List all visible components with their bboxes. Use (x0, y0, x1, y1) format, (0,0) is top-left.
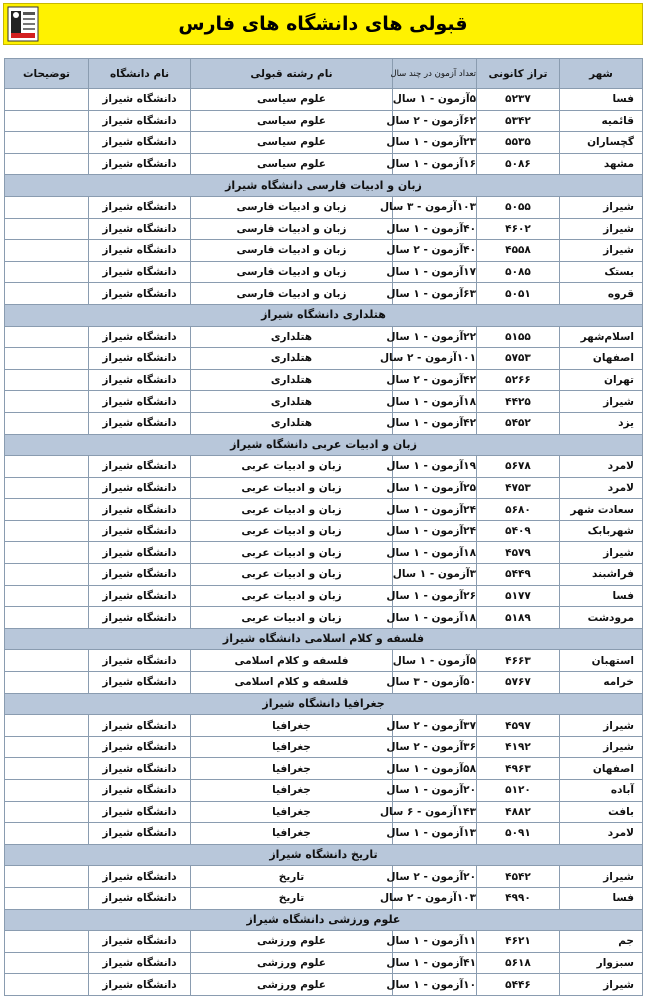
cell-city: شیراز (560, 542, 643, 564)
cell-score: ۴۵۵۸ (477, 240, 560, 262)
cell-exams: ۱۰۱آزمون - ۲ سال (393, 348, 477, 370)
cell-score: ۵۰۵۱ (477, 283, 560, 305)
cell-major: هتلداری (191, 348, 393, 370)
cell-major: تاریخ (191, 887, 393, 909)
cell-major: زبان و ادبیات عربی (191, 564, 393, 586)
cell-major: زبان و ادبیات فارسی (191, 218, 393, 240)
cell-score: ۵۴۴۶ (477, 974, 560, 996)
cell-major: هتلداری (191, 369, 393, 391)
cell-notes (5, 153, 89, 175)
cell-city: بافت (560, 801, 643, 823)
table-row (5, 801, 643, 823)
cell-city: شیراز (560, 218, 643, 240)
cell-notes (5, 283, 89, 305)
cell-exams: ۶۲آزمون - ۲ سال (393, 110, 477, 132)
cell-notes (5, 672, 89, 694)
cell-exams: ۴۲آزمون - ۲ سال (393, 369, 477, 391)
cell-city: لامرد (560, 823, 643, 845)
cell-major: زبان و ادبیات فارسی (191, 283, 393, 305)
cell-score: ۴۱۹۲ (477, 736, 560, 758)
table-body (5, 89, 643, 996)
cell-major: زبان و ادبیات عربی (191, 585, 393, 607)
cell-exams: ۱۰۳آزمون - ۳ سال (393, 196, 477, 218)
cell-university: دانشگاه شیراز (89, 369, 191, 391)
cell-university: دانشگاه شیراز (89, 218, 191, 240)
cell-score: ۵۷۵۳ (477, 348, 560, 370)
cell-exams: ۳۷آزمون - ۲ سال (393, 715, 477, 737)
table-row (5, 866, 643, 888)
cell-city: گچساران (560, 132, 643, 154)
section-row (5, 304, 643, 326)
table-row (5, 348, 643, 370)
cell-exams: ۳آزمون - ۱ سال (393, 564, 477, 586)
logo-icon (8, 7, 38, 41)
cell-university: دانشگاه شیراز (89, 672, 191, 694)
table-row (5, 477, 643, 499)
cell-university: دانشگاه شیراز (89, 585, 191, 607)
cell-notes (5, 650, 89, 672)
cell-city: سبزوار (560, 952, 643, 974)
cell-score: ۵۳۴۲ (477, 110, 560, 132)
cell-notes (5, 456, 89, 478)
col-city: شهر (560, 59, 643, 89)
cell-exams: ۲۲آزمون - ۱ سال (393, 326, 477, 348)
table-row (5, 736, 643, 758)
cell-city: لامرد (560, 477, 643, 499)
cell-city: شیراز (560, 866, 643, 888)
cell-notes (5, 326, 89, 348)
cell-city: بستک (560, 261, 643, 283)
section-row (5, 844, 643, 866)
cell-major: علوم سیاسی (191, 110, 393, 132)
cell-city: فسا (560, 585, 643, 607)
table-header-row (5, 59, 643, 89)
cell-notes (5, 823, 89, 845)
cell-score: ۵۷۶۷ (477, 672, 560, 694)
table-row (5, 499, 643, 521)
cell-city: استهبان (560, 650, 643, 672)
cell-notes (5, 736, 89, 758)
cell-exams: ۱۸آزمون - ۱ سال (393, 607, 477, 629)
table-row (5, 672, 643, 694)
cell-notes (5, 585, 89, 607)
cell-major: علوم ورزشی (191, 931, 393, 953)
cell-score: ۴۷۵۳ (477, 477, 560, 499)
cell-university: دانشگاه شیراز (89, 715, 191, 737)
section-title: تاریخ دانشگاه شیراز (5, 844, 643, 866)
table-row (5, 261, 643, 283)
page-title: قبولی های دانشگاه های فارس (178, 13, 468, 35)
cell-score: ۵۱۵۵ (477, 326, 560, 348)
cell-major: جغرافیا (191, 780, 393, 802)
cell-score: ۵۴۰۹ (477, 520, 560, 542)
cell-university: دانشگاه شیراز (89, 887, 191, 909)
cell-exams: ۲۶آزمون - ۱ سال (393, 585, 477, 607)
cell-notes (5, 348, 89, 370)
cell-score: ۴۶۰۲ (477, 218, 560, 240)
cell-university: دانشگاه شیراز (89, 499, 191, 521)
cell-major: زبان و ادبیات عربی (191, 477, 393, 499)
section-row (5, 175, 643, 197)
table-row (5, 542, 643, 564)
cell-score: ۴۹۹۰ (477, 887, 560, 909)
cell-exams: ۵آزمون - ۱ سال (393, 89, 477, 111)
cell-university: دانشگاه شیراز (89, 412, 191, 434)
cell-major: تاریخ (191, 866, 393, 888)
cell-university: دانشگاه شیراز (89, 89, 191, 111)
cell-exams: ۱۹آزمون - ۱ سال (393, 456, 477, 478)
cell-university: دانشگاه شیراز (89, 974, 191, 996)
table-row (5, 391, 643, 413)
cell-major: جغرافیا (191, 736, 393, 758)
cell-university: دانشگاه شیراز (89, 736, 191, 758)
cell-notes (5, 542, 89, 564)
cell-score: ۵۲۳۷ (477, 89, 560, 111)
cell-notes (5, 110, 89, 132)
cell-city: آباده (560, 780, 643, 802)
table-row (5, 780, 643, 802)
cell-major: زبان و ادبیات عربی (191, 542, 393, 564)
cell-major: علوم سیاسی (191, 153, 393, 175)
cell-city: مشهد (560, 153, 643, 175)
cell-university: دانشگاه شیراز (89, 132, 191, 154)
section-title: هتلداری دانشگاه شیراز (5, 304, 643, 326)
col-major: نام رشته قبولی (191, 59, 393, 89)
cell-exams: ۱۳آزمون - ۱ سال (393, 823, 477, 845)
cell-exams: ۲۴آزمون - ۱ سال (393, 520, 477, 542)
cell-city: فراشبند (560, 564, 643, 586)
cell-city: شیراز (560, 974, 643, 996)
cell-city: یزد (560, 412, 643, 434)
cell-university: دانشگاه شیراز (89, 780, 191, 802)
col-exams: تعداد آزمون در چند سال (393, 59, 477, 89)
cell-major: زبان و ادبیات عربی (191, 499, 393, 521)
cell-score: ۵۴۴۹ (477, 564, 560, 586)
table-row (5, 456, 643, 478)
cell-exams: ۱۸آزمون - ۱ سال (393, 391, 477, 413)
cell-notes (5, 520, 89, 542)
cell-city: اسلام‌شهر (560, 326, 643, 348)
section-title: زبان و ادبیات عربی دانشگاه شیراز (5, 434, 643, 456)
table-row (5, 952, 643, 974)
cell-major: فلسفه و کلام اسلامی (191, 672, 393, 694)
cell-score: ۵۲۶۶ (477, 369, 560, 391)
table-row (5, 887, 643, 909)
cell-city: خرامه (560, 672, 643, 694)
cell-exams: ۵۸آزمون - ۱ سال (393, 758, 477, 780)
cell-city: لامرد (560, 456, 643, 478)
cell-notes (5, 477, 89, 499)
table-row (5, 326, 643, 348)
table-row (5, 283, 643, 305)
cell-score: ۴۸۸۲ (477, 801, 560, 823)
cell-university: دانشگاه شیراز (89, 931, 191, 953)
cell-score: ۴۶۲۱ (477, 931, 560, 953)
cell-city: جم (560, 931, 643, 953)
page-header (3, 3, 643, 45)
cell-university: دانشگاه شیراز (89, 801, 191, 823)
cell-university: دانشگاه شیراز (89, 520, 191, 542)
section-title: جغرافیا دانشگاه شیراز (5, 693, 643, 715)
cell-notes (5, 801, 89, 823)
cell-exams: ۱۰۳آزمون - ۲ سال (393, 887, 477, 909)
results-table (4, 58, 643, 996)
cell-score: ۴۵۹۷ (477, 715, 560, 737)
section-title: زبان و ادبیات فارسی دانشگاه شیراز (5, 175, 643, 197)
col-university: نام دانشگاه (89, 59, 191, 89)
cell-score: ۵۰۹۱ (477, 823, 560, 845)
table-row (5, 650, 643, 672)
table-row (5, 715, 643, 737)
cell-score: ۵۶۷۸ (477, 456, 560, 478)
table-row (5, 369, 643, 391)
cell-major: هتلداری (191, 326, 393, 348)
cell-notes (5, 780, 89, 802)
cell-major: فلسفه و کلام اسلامی (191, 650, 393, 672)
section-row (5, 434, 643, 456)
table-row (5, 110, 643, 132)
table-row (5, 89, 643, 111)
col-notes: توضیحات (5, 59, 89, 89)
cell-major: علوم ورزشی (191, 974, 393, 996)
cell-major: زبان و ادبیات عربی (191, 607, 393, 629)
cell-city: اصفهان (560, 348, 643, 370)
cell-score: ۵۱۲۰ (477, 780, 560, 802)
cell-score: ۵۱۷۷ (477, 585, 560, 607)
cell-university: دانشگاه شیراز (89, 952, 191, 974)
cell-score: ۵۶۸۰ (477, 499, 560, 521)
cell-major: هتلداری (191, 412, 393, 434)
cell-major: جغرافیا (191, 801, 393, 823)
cell-score: ۵۴۵۲ (477, 412, 560, 434)
table-row (5, 153, 643, 175)
cell-university: دانشگاه شیراز (89, 758, 191, 780)
cell-major: هتلداری (191, 391, 393, 413)
cell-exams: ۴۰آزمون - ۱ سال (393, 218, 477, 240)
cell-exams: ۴۰آزمون - ۲ سال (393, 240, 477, 262)
cell-score: ۴۴۲۵ (477, 391, 560, 413)
cell-score: ۵۱۸۹ (477, 607, 560, 629)
section-row (5, 693, 643, 715)
cell-exams: ۵۰آزمون - ۳ سال (393, 672, 477, 694)
cell-exams: ۵آزمون - ۱ سال (393, 650, 477, 672)
table-row (5, 132, 643, 154)
cell-notes (5, 499, 89, 521)
cell-university: دانشگاه شیراز (89, 607, 191, 629)
cell-notes (5, 132, 89, 154)
cell-university: دانشگاه شیراز (89, 542, 191, 564)
cell-major: زبان و ادبیات عربی (191, 520, 393, 542)
cell-university: دانشگاه شیراز (89, 391, 191, 413)
cell-score: ۴۹۶۳ (477, 758, 560, 780)
table-row (5, 520, 643, 542)
table-row (5, 564, 643, 586)
cell-exams: ۳۶آزمون - ۲ سال (393, 736, 477, 758)
cell-city: شیراز (560, 240, 643, 262)
cell-exams: ۱۴۳آزمون - ۶ سال (393, 801, 477, 823)
cell-score: ۵۶۱۸ (477, 952, 560, 974)
cell-exams: ۱۷آزمون - ۱ سال (393, 261, 477, 283)
cell-university: دانشگاه شیراز (89, 477, 191, 499)
section-title: فلسفه و کلام اسلامی دانشگاه شیراز (5, 628, 643, 650)
cell-exams: ۶۳آزمون - ۱ سال (393, 283, 477, 305)
cell-notes (5, 240, 89, 262)
cell-university: دانشگاه شیراز (89, 261, 191, 283)
cell-score: ۵۰۸۶ (477, 153, 560, 175)
cell-score: ۴۵۷۹ (477, 542, 560, 564)
section-row (5, 628, 643, 650)
cell-score: ۵۵۳۵ (477, 132, 560, 154)
cell-university: دانشگاه شیراز (89, 650, 191, 672)
cell-major: جغرافیا (191, 823, 393, 845)
table-row (5, 931, 643, 953)
cell-exams: ۱۱آزمون - ۱ سال (393, 931, 477, 953)
cell-major: علوم ورزشی (191, 952, 393, 974)
section-title: علوم ورزشی دانشگاه شیراز (5, 909, 643, 931)
cell-score: ۵۰۵۵ (477, 196, 560, 218)
col-score: تراز کانونی (477, 59, 560, 89)
cell-exams: ۱۰آزمون - ۱ سال (393, 974, 477, 996)
cell-notes (5, 866, 89, 888)
table-row (5, 412, 643, 434)
cell-notes (5, 412, 89, 434)
cell-major: علوم سیاسی (191, 89, 393, 111)
cell-notes (5, 758, 89, 780)
cell-university: دانشگاه شیراز (89, 456, 191, 478)
cell-university: دانشگاه شیراز (89, 348, 191, 370)
cell-exams: ۲۴آزمون - ۱ سال (393, 499, 477, 521)
cell-university: دانشگاه شیراز (89, 240, 191, 262)
cell-notes (5, 369, 89, 391)
table-row (5, 607, 643, 629)
cell-notes (5, 952, 89, 974)
cell-university: دانشگاه شیراز (89, 283, 191, 305)
cell-city: اصفهان (560, 758, 643, 780)
cell-exams: ۱۸آزمون - ۱ سال (393, 542, 477, 564)
cell-city: سعادت شهر (560, 499, 643, 521)
table-row (5, 218, 643, 240)
cell-notes (5, 564, 89, 586)
cell-city: قروه (560, 283, 643, 305)
table-row (5, 974, 643, 996)
section-row (5, 909, 643, 931)
cell-city: فسا (560, 887, 643, 909)
cell-city: شیراز (560, 391, 643, 413)
cell-university: دانشگاه شیراز (89, 196, 191, 218)
cell-university: دانشگاه شیراز (89, 153, 191, 175)
cell-major: زبان و ادبیات فارسی (191, 196, 393, 218)
cell-exams: ۴۲آزمون - ۱ سال (393, 412, 477, 434)
cell-notes (5, 391, 89, 413)
cell-university: دانشگاه شیراز (89, 564, 191, 586)
cell-notes (5, 607, 89, 629)
cell-notes (5, 974, 89, 996)
cell-city: قائمیه (560, 110, 643, 132)
cell-exams: ۴۱آزمون - ۱ سال (393, 952, 477, 974)
cell-score: ۴۵۴۲ (477, 866, 560, 888)
cell-city: شهربابک (560, 520, 643, 542)
table-row (5, 240, 643, 262)
cell-city: مرودشت (560, 607, 643, 629)
cell-city: تهران (560, 369, 643, 391)
cell-exams: ۲۵آزمون - ۱ سال (393, 477, 477, 499)
cell-city: شیراز (560, 196, 643, 218)
cell-major: زبان و ادبیات عربی (191, 456, 393, 478)
cell-score: ۵۰۸۵ (477, 261, 560, 283)
cell-notes (5, 196, 89, 218)
cell-city: شیراز (560, 715, 643, 737)
cell-notes (5, 715, 89, 737)
cell-score: ۴۶۶۳ (477, 650, 560, 672)
table-row (5, 758, 643, 780)
cell-notes (5, 887, 89, 909)
cell-notes (5, 261, 89, 283)
cell-university: دانشگاه شیراز (89, 326, 191, 348)
cell-notes (5, 931, 89, 953)
cell-university: دانشگاه شیراز (89, 823, 191, 845)
cell-university: دانشگاه شیراز (89, 866, 191, 888)
cell-city: شیراز (560, 736, 643, 758)
cell-major: زبان و ادبیات فارسی (191, 240, 393, 262)
cell-exams: ۲۰آزمون - ۲ سال (393, 866, 477, 888)
cell-university: دانشگاه شیراز (89, 110, 191, 132)
cell-major: جغرافیا (191, 758, 393, 780)
cell-exams: ۲۳آزمون - ۱ سال (393, 132, 477, 154)
cell-city: فسا (560, 89, 643, 111)
cell-major: جغرافیا (191, 715, 393, 737)
cell-exams: ۱۶آزمون - ۱ سال (393, 153, 477, 175)
table-row (5, 585, 643, 607)
table-row (5, 823, 643, 845)
cell-notes (5, 218, 89, 240)
cell-notes (5, 89, 89, 111)
table-row (5, 196, 643, 218)
cell-exams: ۲۰آزمون - ۱ سال (393, 780, 477, 802)
cell-major: علوم سیاسی (191, 132, 393, 154)
cell-major: زبان و ادبیات فارسی (191, 261, 393, 283)
